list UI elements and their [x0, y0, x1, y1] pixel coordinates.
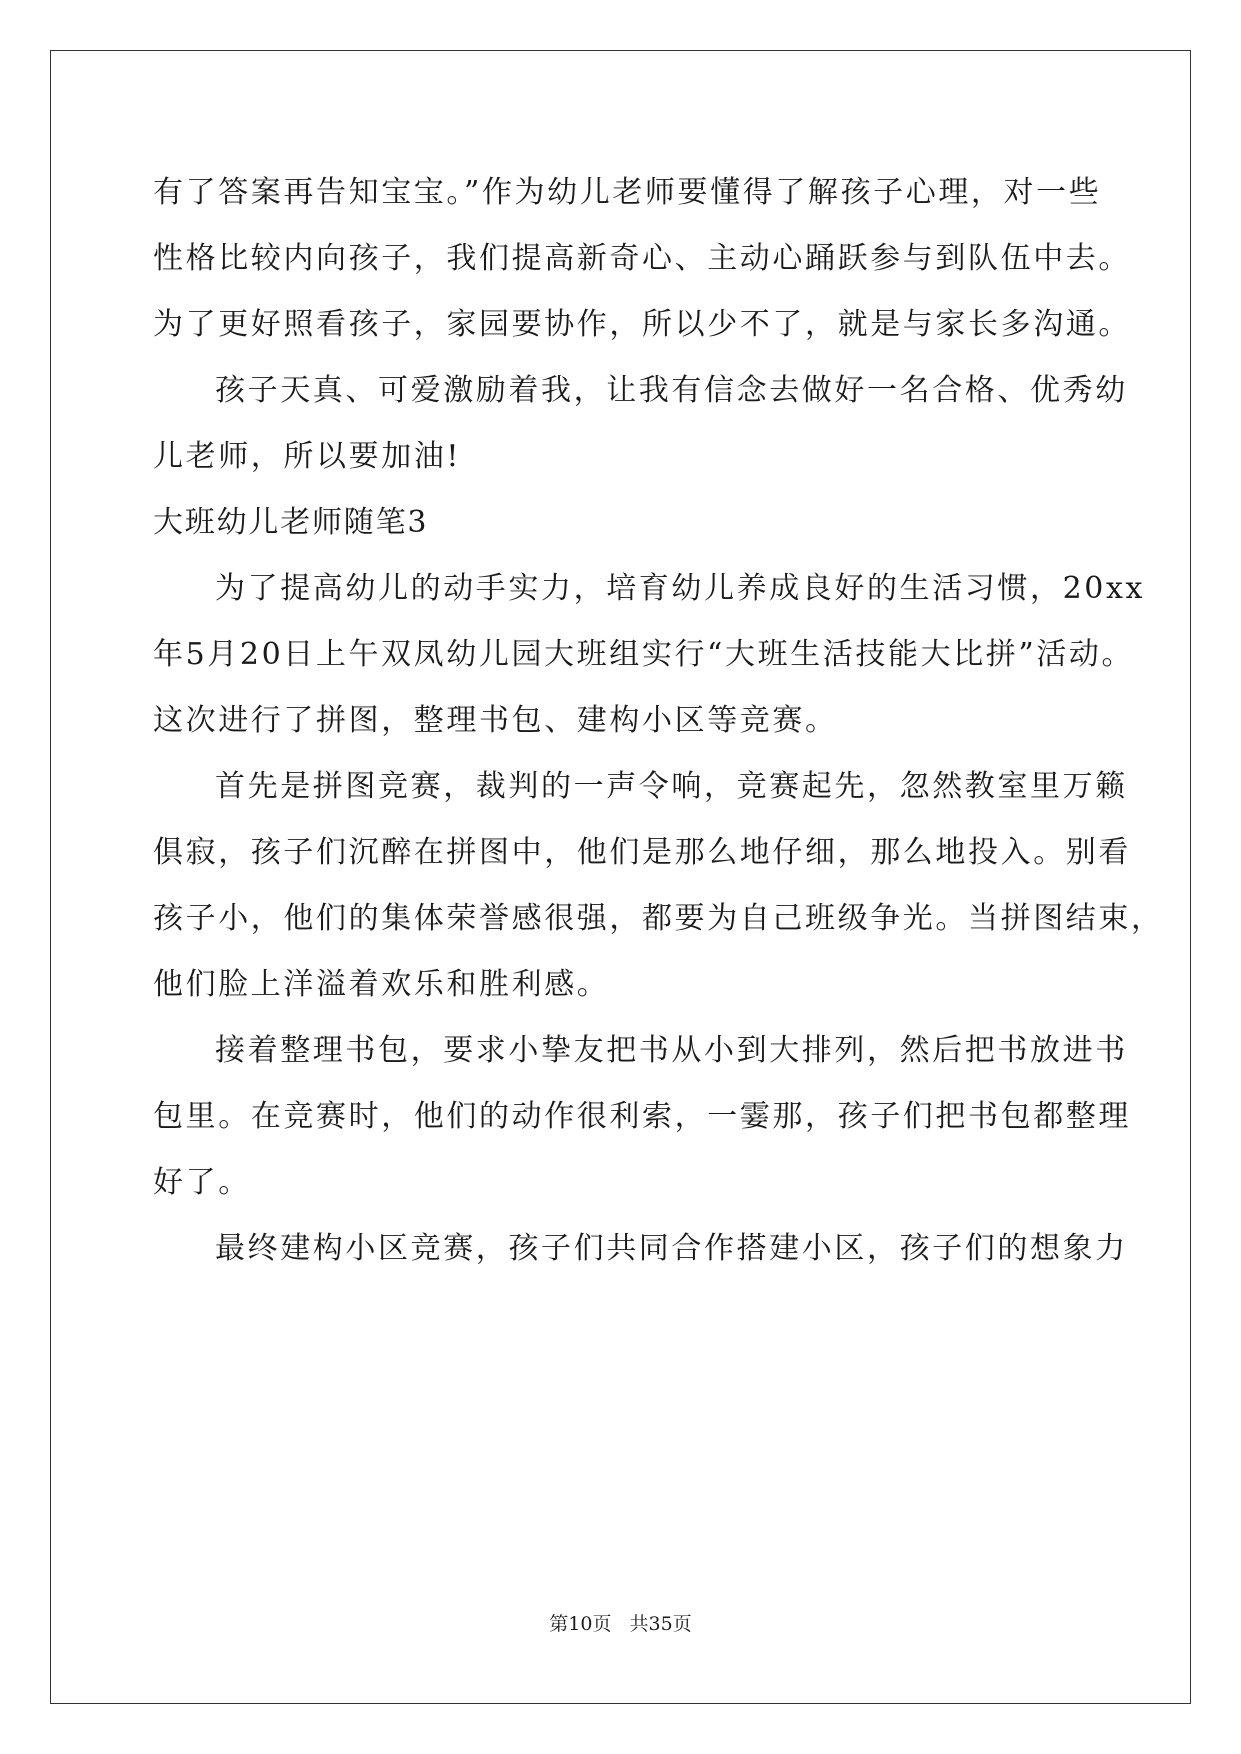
paragraph-start: 为了提高幼儿的动手实力，培育幼儿养成良好的生活习惯，20xx: [215, 571, 1146, 606]
text-line: 俱寂，孩子们沉醉在拼图中，他们是那么地仔细，那么地投入。别看: [153, 835, 1131, 870]
text-line: 这次进行了拼图，整理书包、建构小区等竞赛。: [153, 703, 838, 738]
text-line: 性格比较内向孩子，我们提高新奇心、主动心踊跃参与到队伍中去。: [153, 241, 1131, 276]
page-number-total: 共35页: [629, 1613, 692, 1635]
text-line: 孩子小，他们的集体荣誉感很强，都要为自己班级争光。当拼图结束，: [153, 901, 1164, 936]
section-heading: 大班幼儿老师随笔3: [153, 505, 429, 540]
paragraph-start: 接着整理书包，要求小挚友把书从小到大排列，然后把书放进书: [215, 1033, 1128, 1068]
paragraph-start: 孩子天真、可爱激励着我，让我有信念去做好一名合格、优秀幼: [215, 373, 1128, 408]
text-line: 儿老师，所以要加油!: [153, 439, 462, 474]
text-line: 有了答案再告知宝宝。”作为幼儿老师要懂得了解孩子心理，对一些: [153, 175, 1102, 210]
page-number-current: 第10页: [549, 1613, 612, 1635]
text-line: 年5月20日上午双凤幼儿园大班组实行“大班生活技能大比拼”活动。: [153, 637, 1135, 672]
text-line: 好了。: [153, 1165, 251, 1200]
text-line: 为了更好照看孩子，家园要协作，所以少不了，就是与家长多沟通。: [153, 307, 1131, 342]
text-line: 包里。在竞赛时，他们的动作很利索，一霎那，孩子们把书包都整理: [153, 1099, 1131, 1134]
page-footer: [0, 1612, 1241, 1636]
paragraph-start: 最终建构小区竞赛，孩子们共同合作搭建小区，孩子们的想象力: [215, 1231, 1128, 1266]
document-body: [153, 160, 1164, 1282]
text-line: 他们脸上洋溢着欢乐和胜利感。: [153, 967, 610, 1002]
paragraph-start: 首先是拼图竞赛，裁判的一声令响，竞赛起先，忽然教室里万籁: [215, 769, 1128, 804]
